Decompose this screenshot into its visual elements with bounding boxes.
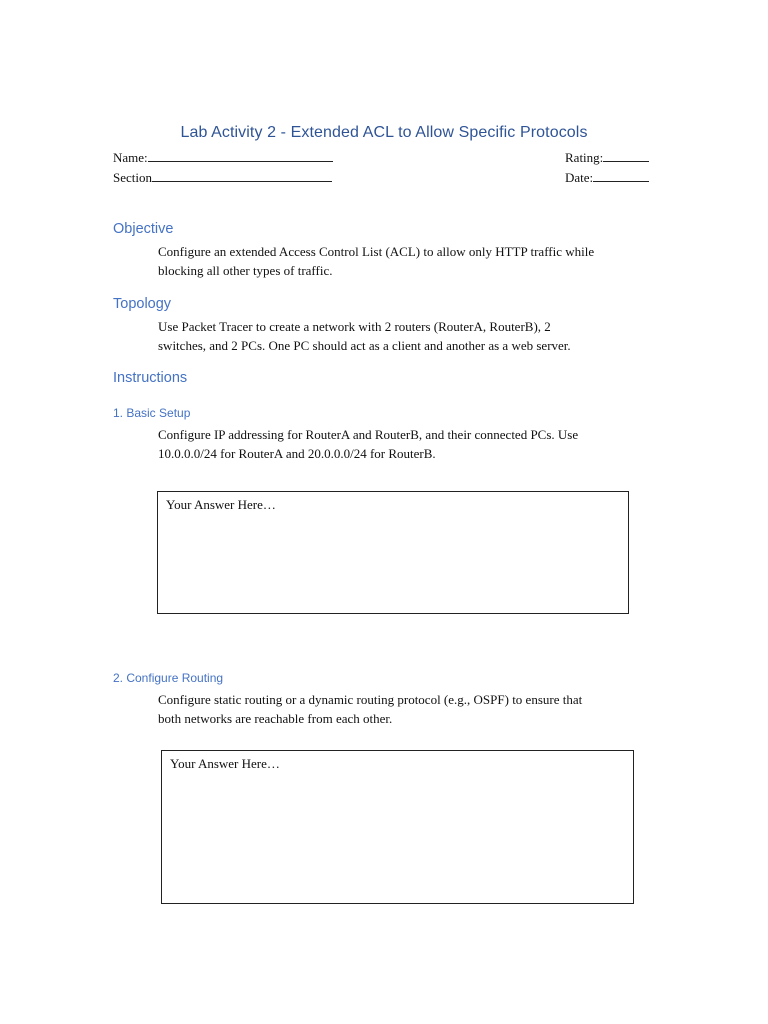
rating-label: Rating: xyxy=(565,150,604,165)
topology-line-1: Use Packet Tracer to create a network with 2 routers (RouterA, RouterB), 2 xyxy=(158,319,551,334)
date-label: Date: xyxy=(565,170,594,185)
rating-field xyxy=(565,148,649,168)
step2-line-1: Configure static routing or a dynamic routing protocol (e.g., OSPF) to ensure that xyxy=(158,692,583,707)
step2-heading: 2. Configure Routing xyxy=(113,671,224,685)
step1-answer-placeholder: Your Answer Here… xyxy=(166,497,276,512)
step1-line-2: 10.0.0.0/24 for RouterA and 20.0.0.0/24 for RouterB. xyxy=(158,446,436,461)
step2-answer-placeholder: Your Answer Here… xyxy=(170,756,280,771)
topology-line-2: switches, and 2 PCs. One PC should act as a client and another as a web server. xyxy=(158,338,571,353)
section-label: Section xyxy=(113,170,152,185)
name-label: Name: xyxy=(113,150,148,165)
document-title: Lab Activity 2 - Extended ACL to Allow Specific Protocols xyxy=(180,124,588,141)
step2-answer-box[interactable] xyxy=(161,750,634,904)
objective-line-1: Configure an extended Access Control List (ACL) to allow only HTTP traffic while xyxy=(158,244,595,259)
date-blank[interactable] xyxy=(593,168,649,182)
step1-paragraph xyxy=(158,425,648,463)
step2-paragraph xyxy=(158,690,648,728)
section-blank[interactable] xyxy=(152,168,332,182)
objective-line-2: blocking all other types of traffic. xyxy=(158,263,333,278)
name-blank[interactable] xyxy=(148,148,333,162)
step1-line-1: Configure IP addressing for RouterA and RouterB, and their connected PCs. Use xyxy=(158,427,579,442)
section-field xyxy=(113,168,332,188)
topology-heading: Topology xyxy=(113,296,172,312)
step1-answer-box[interactable] xyxy=(157,491,629,614)
date-field xyxy=(565,168,649,188)
step2-line-2: both networks are reachable from each other. xyxy=(158,711,393,726)
objective-paragraph xyxy=(158,242,648,280)
name-field xyxy=(113,148,333,168)
rating-blank[interactable] xyxy=(603,148,649,162)
topology-paragraph xyxy=(158,317,648,355)
instructions-heading: Instructions xyxy=(113,370,188,386)
step1-heading: 1. Basic Setup xyxy=(113,406,191,420)
objective-heading: Objective xyxy=(113,221,174,237)
